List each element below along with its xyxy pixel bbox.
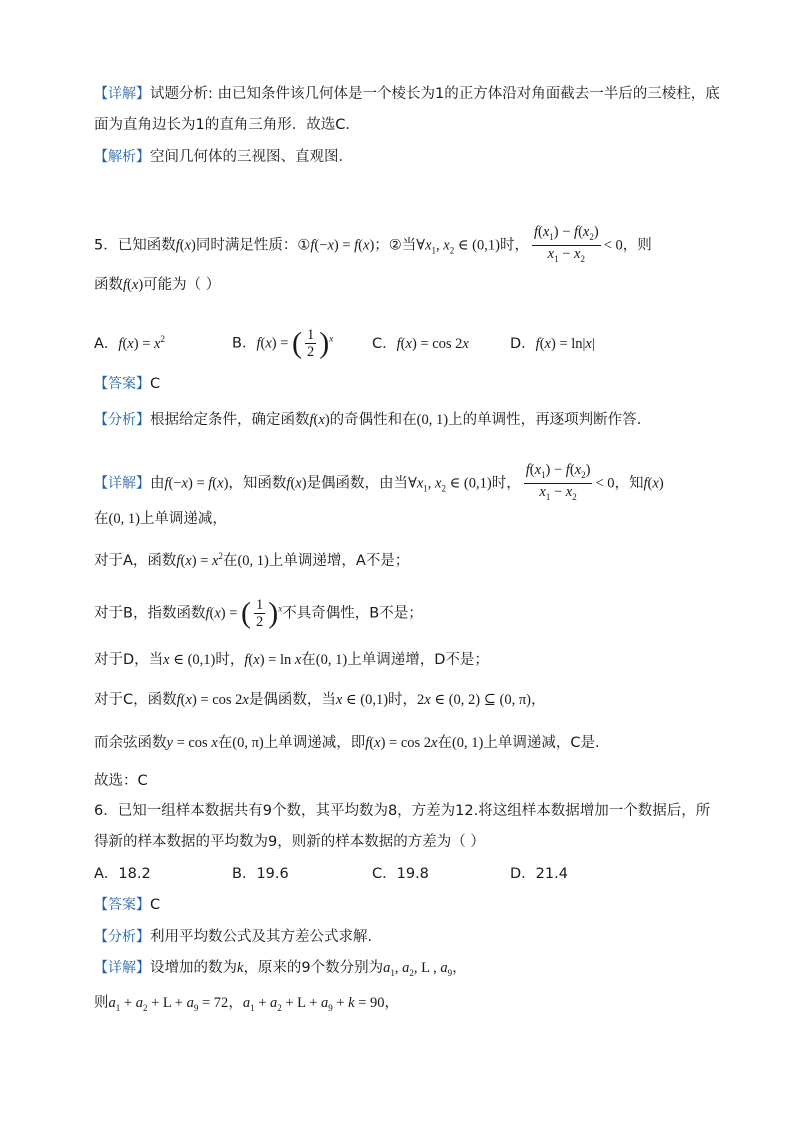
q6-stem-line-1: 6．已知一组样本数据共有9个数，其平均数为8，方差为12.将这组样本数据增加一个数据后，所 <box>94 803 711 819</box>
q5-option-c[interactable]: C．f(x) = cos 2x <box>372 335 469 352</box>
q6-option-d[interactable]: D．21.4 <box>510 866 568 882</box>
analysis-line-5: 【分析】根据给定条件，确定函数f(x)的奇偶性和在(0, 1)上的单调性，再逐项判断作答. <box>94 412 642 428</box>
for-d-line: 对于D，当x ∈ (0,1)时，f(x) = ln x在(0, 1)上单调递增，D不是； <box>94 652 489 668</box>
q5-options <box>94 327 595 360</box>
for-b-line: 对于B，指数函数f(x) = ( $\frac{1}{2}$ )$^x$不具奇偶性，B不是； <box>94 596 423 630</box>
detail-5-fraction: $\frac{f(x_1) - f(x_2)}{x_1 - x_2}$ <box>525 462 591 502</box>
q5-option-b[interactable]: B．f(x) = ( $\frac{1}{2}$ )$^x$ <box>232 326 334 360</box>
analysis-tag: 【解析】 <box>94 149 150 165</box>
detail-line-5a: 【详解】由f(−x) = f(x)，知函数f(x)是偶函数，由当$\forall x_1$, $x_2$ ∈ (0,1)时， $\frac{f(x_1) - f(x_2)}{x_1 - x_2}$ < 0，知f(x) <box>94 462 664 505</box>
detail-line-1: 【详解】试题分析: 由已知条件该几何体是一个棱长为1的正方体沿对角面截去一半后的三棱柱，底 <box>94 86 720 102</box>
answer-line-5: 【答案】C <box>94 376 161 392</box>
q6-option-b[interactable]: B．19.6 <box>232 866 289 882</box>
answer-tag: 【答案】 <box>94 897 150 913</box>
q5-stem-line-1: 5．已知函数f(x)同时满足性质：①f(−x) = f(x)；②当$\forall x_1$, $x_2$ ∈ (0,1)时， $\frac{f(x_1) - f(x_2)}{x_1 - x_2}$ < 0，则 <box>94 224 652 267</box>
q5-option-a[interactable]: A．$f(x) = x^2$ <box>94 333 165 352</box>
answer-line-6: 【答案】C <box>94 897 161 913</box>
detail-tag: 【详解】 <box>94 86 150 102</box>
for-c-line: 对于C，函数f(x) = cos 2x是偶函数，当x ∈ (0,1)时，2x ∈ (0, 2) ⊆ (0, π)， <box>94 692 546 708</box>
analysis-tag: 【分析】 <box>94 412 150 428</box>
q6-option-c[interactable]: C．19.8 <box>372 866 429 882</box>
answer-tag: 【答案】 <box>94 376 150 392</box>
cos-line: 而余弦函数y = cos x在(0, π)上单调递减，即f(x) = cos 2x在(0, 1)上单调递减，C是. <box>94 735 600 751</box>
q6-option-a[interactable]: A．18.2 <box>94 866 151 882</box>
q6-options <box>94 864 568 884</box>
detail-line-6a: 【详解】设增加的数为k，原来的9个数分别为$a_1$, $a_2$, L , $a_9$， <box>94 960 467 978</box>
for-a-line: 对于A，函数$f(x) = x^2$在(0, 1)上单调递增，A不是； <box>94 551 410 569</box>
detail-tag: 【详解】 <box>94 960 150 976</box>
analysis-line-6: 【分析】利用平均数公式及其方差公式求解. <box>94 929 373 945</box>
q5-fraction: $\frac{f(x_1) - f(x_2)}{x_1 - x_2}$ <box>533 224 599 264</box>
analysis-tag: 【分析】 <box>94 929 150 945</box>
choose-line-5: 故选：C <box>94 773 148 789</box>
detail-line-2: 面为直角边长为1的直角三角形．故选C． <box>94 117 360 133</box>
detail-line-5b: 在(0, 1)上单调递减， <box>94 511 227 527</box>
analysis-line-1: 【解析】空间几何体的三视图、直观图． <box>94 149 353 165</box>
detail-tag: 【详解】 <box>94 475 150 492</box>
q6-stem-line-2: 得新的样本数据的平均数为9，则新的样本数据的方差为（ ） <box>94 834 485 850</box>
q5-option-d[interactable]: D．f(x) = ln|x| <box>510 335 595 352</box>
q5-stem-line-2: 函数f(x)可能为（ ） <box>94 277 221 293</box>
detail-line-6b: 则$a_1 + a_2 + L + a_9 = 72$，$a_1 + a_2 + L + a_9 + k = 90$， <box>94 995 399 1013</box>
